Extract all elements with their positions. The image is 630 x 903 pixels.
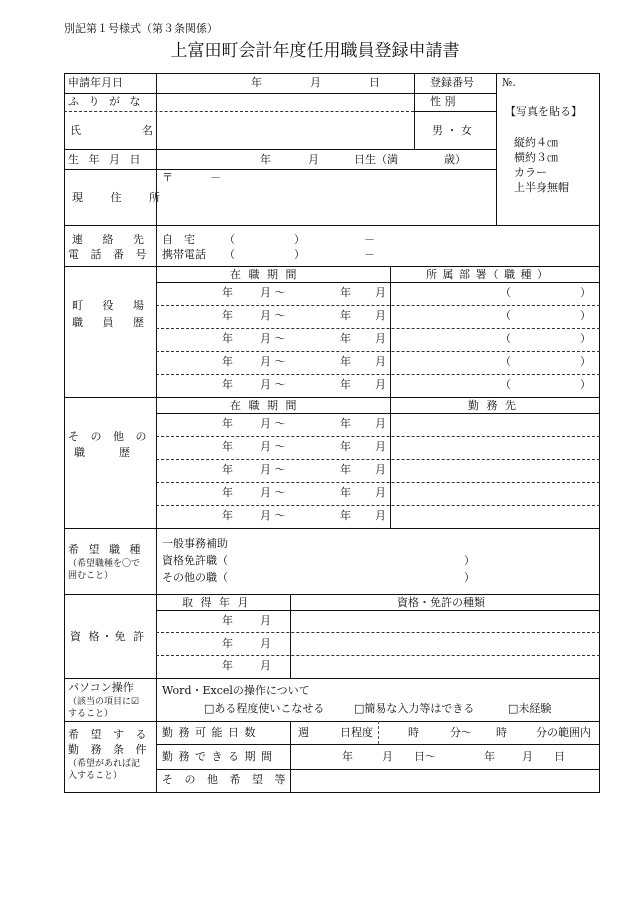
conditions-note-2: 入すること） [68, 771, 123, 781]
other-place-header: 勤 務 先 [468, 399, 518, 412]
postal-dash: － [210, 171, 221, 184]
name-label-2: 名 [142, 124, 153, 137]
row-line [156, 610, 600, 611]
other-history-label-2: 職 歴 [74, 446, 134, 459]
qualification-row-year: 年 [222, 636, 233, 650]
paren-close: ） [464, 571, 475, 584]
town-row-paren-open: （ [500, 309, 511, 322]
row-line [156, 282, 600, 283]
other-row-year-from: 年 [222, 463, 233, 476]
photo-title: 【写真を貼る】 [505, 105, 582, 118]
birth-year: 年 [260, 153, 271, 166]
town-row-month-to: 月 [375, 286, 386, 299]
time-minute-2: 分の範囲内 [536, 726, 591, 739]
period-year-1: 年 [342, 750, 353, 763]
town-row-year-from: 年 [222, 355, 233, 368]
desired-job-note-2: 囲むこと） [68, 571, 114, 581]
address-label: 現 住 所 [72, 191, 172, 204]
pc-note-2: すること） [68, 709, 114, 719]
town-row-paren-close: ） [580, 332, 591, 345]
period-year-2: 年 [484, 750, 495, 763]
town-row-year-from: 年 [222, 309, 233, 322]
application-date-label: 申請年月日 [68, 76, 123, 89]
other-row-month-to: 月 [375, 440, 386, 453]
row-line [64, 397, 600, 398]
other-row-year-from: 年 [222, 440, 233, 453]
border-top [64, 73, 600, 74]
town-dept-header: 所 属 部 署（ 職 種 ） [426, 268, 549, 281]
paren-open: （ [224, 248, 235, 261]
border-right [599, 73, 600, 793]
town-row-paren-close: ） [580, 309, 591, 322]
row-line [64, 225, 600, 226]
town-row-month-from: 月 ～ [260, 286, 286, 299]
town-history-label-1: 町 役 場 [72, 299, 152, 312]
form-number-note: 別記第１号様式（第３条関係） [64, 22, 218, 35]
job-option-license: 資格免許職（ [162, 554, 228, 567]
border-left [64, 73, 65, 793]
row-line [64, 266, 600, 267]
town-row-month-to: 月 [375, 309, 386, 322]
qualification-row-month: 月 [260, 614, 271, 627]
time-minute-1: 分～ [450, 726, 472, 739]
town-row-year-to: 年 [340, 332, 351, 345]
town-row-year-from: 年 [222, 286, 233, 299]
other-wishes-label: そ の 他 希 望 等 [162, 773, 290, 786]
desired-job-label: 希 望 職 種 [68, 543, 144, 556]
qualification-label: 資 格・免 許 [70, 630, 146, 643]
birth-month: 月 [308, 153, 319, 166]
row-line [64, 93, 496, 94]
conditions-note-1: （希望があれば記 [68, 759, 141, 769]
other-row-month-from: 月 ～ [260, 463, 286, 476]
dash: － [364, 233, 375, 246]
application-day: 日 [369, 76, 380, 89]
pc-label: パソコン操作 [68, 681, 134, 694]
row-line [64, 594, 600, 595]
application-month: 月 [310, 76, 321, 89]
birthdate-label: 生 年 月 日 [68, 153, 144, 166]
paren-open: （ [224, 233, 235, 246]
form-title: 上富田町会計年度任用職員登録申請書 [170, 41, 460, 61]
pc-option-none[interactable]: □未経験 [508, 702, 552, 715]
period-month-2: 月 [522, 750, 533, 763]
pc-note-1: （該当の項目に☑ [68, 697, 140, 707]
row-line [156, 413, 600, 414]
row-line [156, 744, 600, 745]
qualification-type-header: 資格・免許の種類 [397, 596, 485, 609]
town-row-year-to: 年 [340, 355, 351, 368]
week-label: 週 [298, 726, 309, 739]
photo-upper-body: 上半身無帽 [514, 181, 569, 194]
other-row-year-to: 年 [340, 440, 351, 453]
other-row-month-from: 月 ～ [260, 509, 286, 522]
town-row-paren-close: ） [580, 378, 591, 391]
col-line [290, 721, 291, 793]
birth-age-close: 歳） [444, 153, 466, 166]
phone-label: 電 話 番 号 [68, 248, 151, 261]
town-row-month-from: 月 ～ [260, 355, 286, 368]
town-row-paren-close: ） [580, 355, 591, 368]
registration-no-label: 登録番号 [430, 76, 474, 89]
town-row-year-from: 年 [222, 332, 233, 345]
application-form-table [64, 73, 600, 793]
birth-day-age: 日生（満 [354, 153, 398, 166]
pc-option-basic[interactable]: □簡易な入力等はできる [354, 702, 475, 715]
col-line [377, 721, 379, 744]
town-row-year-from: 年 [222, 378, 233, 391]
conditions-label-1: 希 望 す る [68, 728, 151, 741]
town-row-paren-open: （ [500, 378, 511, 391]
other-history-label-1: そ の 他 の [68, 430, 151, 443]
period-day-2: 日 [554, 750, 565, 763]
town-row-month-to: 月 [375, 355, 386, 368]
other-row-year-from: 年 [222, 509, 233, 522]
town-row-year-to: 年 [340, 286, 351, 299]
town-period-header: 在 職 期 間 [230, 268, 299, 281]
work-days-label: 勤 務 可 能 日 数 [162, 726, 257, 739]
town-row-paren-close: ） [580, 286, 591, 299]
pc-question: Word・Excelの操作について [162, 684, 310, 697]
other-row-year-to: 年 [340, 509, 351, 522]
town-row-paren-open: （ [500, 355, 511, 368]
job-option-general: 一般事務補助 [162, 537, 228, 550]
other-row-month-to: 月 [375, 463, 386, 476]
other-row-month-to: 月 [375, 509, 386, 522]
mobile-phone-label: 携帯電話 [162, 248, 206, 261]
col-line [290, 594, 291, 678]
period-month-1: 月 [382, 750, 393, 763]
other-row-month-from: 月 ～ [260, 417, 286, 430]
photo-size-w: 横約３㎝ [514, 151, 558, 164]
photo-column-divider [496, 73, 497, 225]
row-line [64, 149, 496, 150]
qualification-date-header: 取 得 年 月 [182, 596, 251, 609]
town-row-paren-open: （ [500, 286, 511, 299]
pc-option-proficient[interactable]: □ある程度使いこなせる [204, 702, 325, 715]
qualification-row-year: 年 [222, 659, 233, 672]
other-row-month-to: 月 [375, 417, 386, 430]
row-line [64, 678, 600, 679]
photo-size-h: 縦約４㎝ [514, 136, 558, 149]
conditions-label-2: 勤 務 条 件 [68, 743, 151, 756]
dash: － [364, 248, 375, 261]
qualification-row-month: 月 [260, 659, 271, 672]
other-row-year-to: 年 [340, 463, 351, 476]
col-line [390, 397, 391, 528]
town-row-month-to: 月 [375, 378, 386, 391]
row-line [64, 721, 600, 722]
col-line [390, 266, 391, 397]
town-row-month-from: 月 ～ [260, 309, 286, 322]
qualification-row-month: 月 [260, 636, 271, 650]
gender-options: 男 ・ 女 [432, 124, 472, 137]
other-row-year-to: 年 [340, 417, 351, 430]
other-row-month-from: 月 ～ [260, 440, 286, 453]
label-column-divider [156, 73, 157, 793]
postal-mark: 〒 [162, 171, 173, 184]
time-hour-2: 時 [496, 726, 507, 739]
other-row-year-to: 年 [340, 486, 351, 499]
application-year: 年 [251, 76, 262, 89]
town-row-month-to: 月 [375, 332, 386, 345]
row-line [414, 111, 496, 112]
name-label-1: 氏 [70, 124, 81, 137]
desired-job-note-1: （希望職種を〇で [68, 559, 141, 569]
days-suffix: 日程度 [340, 726, 373, 739]
other-row-year-from: 年 [222, 486, 233, 499]
town-row-month-from: 月 ～ [260, 378, 286, 391]
town-row-month-from: 月 ～ [260, 332, 286, 345]
row-line [64, 169, 496, 170]
work-period-label: 勤 務 で き る 期 間 [162, 750, 273, 763]
home-phone-label: 自 宅 [162, 233, 195, 246]
qualification-row-year: 年 [222, 614, 233, 627]
row-line [64, 528, 600, 529]
period-day-1: 日～ [414, 750, 436, 763]
border-bottom [64, 792, 600, 793]
row-line [156, 769, 600, 770]
other-row-month-from: 月 ～ [260, 486, 286, 499]
col-line [414, 73, 415, 149]
town-row-year-to: 年 [340, 378, 351, 391]
registration-no-mark: №. [502, 76, 516, 89]
time-hour-1: 時 [408, 726, 419, 739]
furigana-dashed [64, 111, 414, 112]
contact-label: 連 絡 先 [72, 233, 152, 246]
photo-color: カラー [514, 166, 547, 179]
other-row-year-from: 年 [222, 417, 233, 430]
paren-close: ） [294, 248, 305, 261]
town-row-year-to: 年 [340, 309, 351, 322]
paren-close: ） [464, 554, 475, 567]
other-row-month-to: 月 [375, 486, 386, 499]
gender-label: 性 別 [430, 95, 456, 108]
town-history-label-2: 職 員 歴 [72, 316, 152, 329]
town-row-paren-open: （ [500, 332, 511, 345]
job-option-other: その他の職（ [162, 571, 228, 584]
other-period-header: 在 職 期 間 [230, 399, 299, 412]
paren-close: ） [294, 233, 305, 246]
furigana-label: ふ り が な [68, 95, 144, 108]
